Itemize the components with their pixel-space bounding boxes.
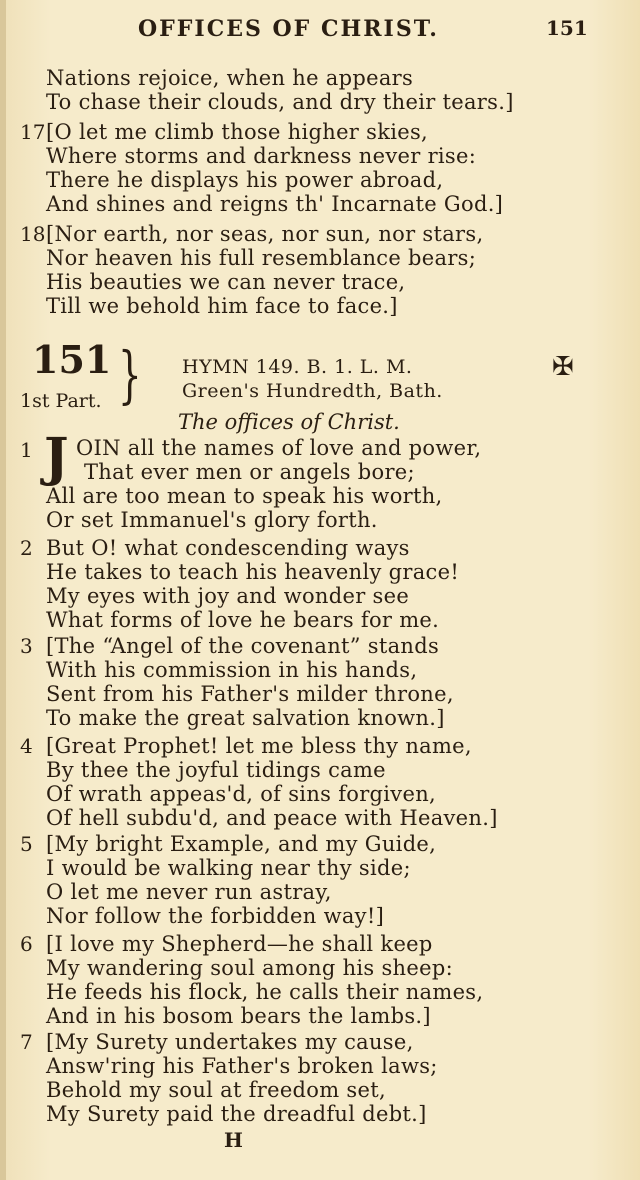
verse-line: Of wrath appeas'd, of sins forgiven, <box>46 782 436 806</box>
verse-line: Nor heaven his full resemblance bears; <box>46 246 477 270</box>
verse-number: 3 <box>20 634 33 658</box>
hymn-part: 1st Part. <box>20 390 102 412</box>
verse-line: Behold my soul at freedom set, <box>46 1078 386 1102</box>
verse-line: O let me never run astray, <box>46 880 332 904</box>
verse-line: [Great Prophet! let me bless thy name, <box>46 734 472 758</box>
verse-line: He feeds his flock, he calls their names, <box>46 980 484 1004</box>
verse-line: Answ'ring his Father's broken laws; <box>46 1054 438 1078</box>
verse-line: Till we behold him face to face.] <box>46 294 398 318</box>
verse-line: [My bright Example, and my Guide, <box>46 832 437 856</box>
page-edge <box>0 0 6 1180</box>
verse-line: [I love my Shepherd—he shall keep <box>46 932 433 956</box>
verse-line: With his commission in his hands, <box>46 658 418 682</box>
verse-line: There he displays his power abroad, <box>46 168 444 192</box>
brace-ornament: } <box>118 338 142 411</box>
verse-number: 4 <box>20 734 33 758</box>
hymn-meter: HYMN 149. B. 1. L. M. <box>182 356 413 378</box>
running-header <box>0 16 640 48</box>
verse-number: 7 <box>20 1030 33 1054</box>
verse-number: 17 <box>20 120 46 144</box>
verse-line: My eyes with joy and wonder see <box>46 584 410 608</box>
fleuron-icon: ✠ <box>552 352 574 382</box>
verse-line: I would be walking near thy side; <box>46 856 411 880</box>
verse-line: Sent from his Father's milder throne, <box>46 682 454 706</box>
verse-line: All are too mean to speak his worth, <box>46 484 443 508</box>
verse-line: Of hell subdu'd, and peace with Heaven.] <box>46 806 498 830</box>
verse-line: To chase their clouds, and dry their tears.] <box>46 90 514 114</box>
verse-line: That ever men or angels bore; <box>84 460 415 484</box>
hymn-number: 151 <box>32 337 112 382</box>
page-title: OFFICES OF CHRIST. <box>138 16 439 42</box>
verse-line: Where storms and darkness never rise: <box>46 144 477 168</box>
verse-line: OIN all the names of love and power, <box>76 436 482 460</box>
verse-number: 2 <box>20 536 33 560</box>
verse-number: 1 <box>20 438 33 462</box>
page-number: 151 <box>546 16 588 40</box>
verse-line: What forms of love he bears for me. <box>46 608 440 632</box>
verse-number: 6 <box>20 932 33 956</box>
verse-line: To make the great salvation known.] <box>46 706 445 730</box>
signature-mark: H <box>224 1128 243 1152</box>
verse-line: Nor follow the forbidden way!] <box>46 904 385 928</box>
verse-line: And shines and reigns th' Incarnate God.] <box>46 192 504 216</box>
verse-number: 18 <box>20 222 46 246</box>
verse-line: My wandering soul among his sheep: <box>46 956 453 980</box>
verse-line: Or set Immanuel's glory forth. <box>46 508 378 532</box>
verse-line: [The “Angel of the covenant” stands <box>46 634 440 658</box>
hymn-tune: Green's Hundredth, Bath. <box>182 380 443 402</box>
verse-line: My Surety paid the dreadful debt.] <box>46 1102 427 1126</box>
verse-number: 5 <box>20 832 33 856</box>
verse-line: Nations rejoice, when he appears <box>46 66 414 90</box>
verse-line: [My Surety undertakes my cause, <box>46 1030 414 1054</box>
verse-line: He takes to teach his heavenly grace! <box>46 560 460 584</box>
verse-line: By thee the joyful tidings came <box>46 758 386 782</box>
drop-capital: J <box>44 427 69 488</box>
verse-line: [O let me climb those higher skies, <box>46 120 429 144</box>
hymn-subtitle: The offices of Christ. <box>178 410 400 434</box>
verse-line: But O! what condescending ways <box>46 536 410 560</box>
verse-line: [Nor earth, nor seas, nor sun, nor stars, <box>46 222 484 246</box>
verse-line: And in his bosom bears the lambs.] <box>46 1004 431 1028</box>
verse-line: His beauties we can never trace, <box>46 270 406 294</box>
